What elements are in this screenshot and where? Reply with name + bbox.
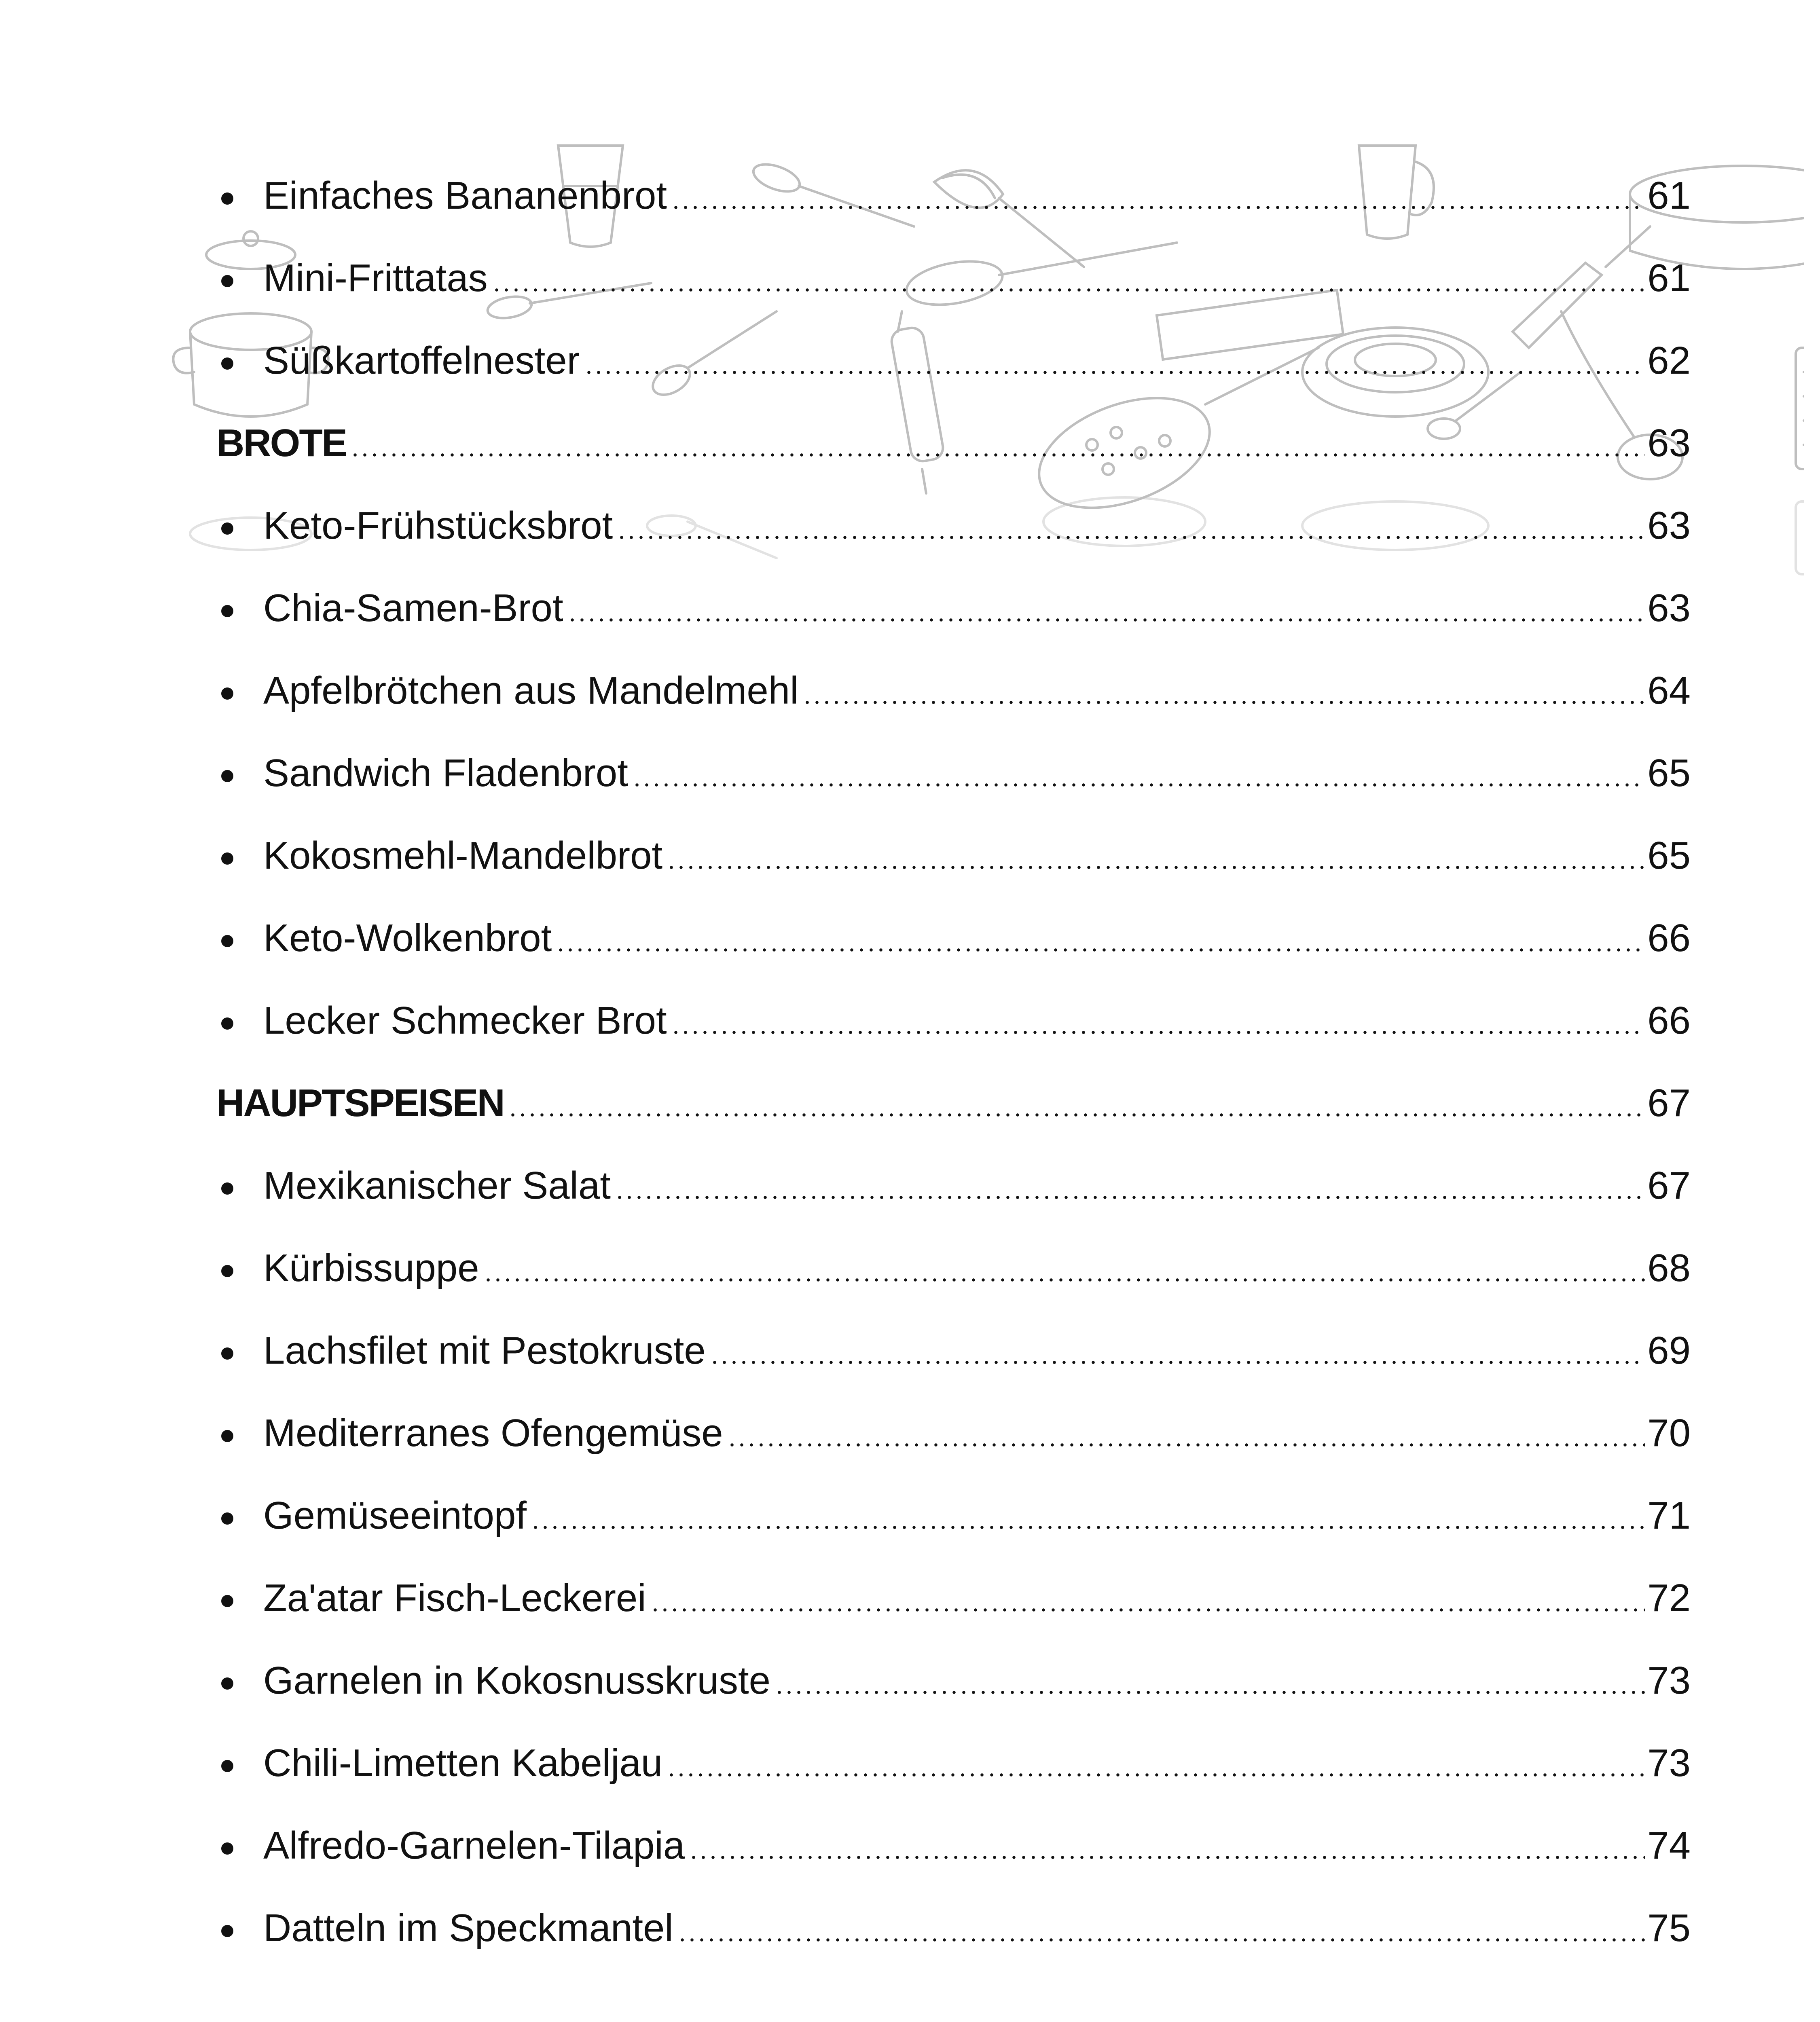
toc-entry-title: Apfelbrötchen aus Mandelmehl bbox=[263, 669, 799, 712]
dot-leader bbox=[350, 402, 1647, 484]
toc-entry[interactable] bbox=[216, 1887, 1691, 1969]
bullet-icon bbox=[216, 319, 263, 402]
toc-page-number: 73 bbox=[1647, 1741, 1691, 1785]
grater-icon bbox=[1796, 348, 1804, 469]
toc-entry[interactable] bbox=[216, 897, 1691, 979]
toc-entry-title: Garnelen in Kokosnusskruste bbox=[263, 1659, 770, 1702]
toc-page-number: 65 bbox=[1647, 834, 1691, 877]
dot-leader bbox=[677, 1887, 1647, 1969]
dot-leader bbox=[671, 154, 1647, 237]
dot-leader bbox=[508, 1062, 1647, 1144]
toc-page-number: 63 bbox=[1647, 504, 1691, 547]
toc-section-title: BROTE bbox=[216, 421, 346, 465]
bullet-icon bbox=[216, 649, 263, 732]
toc-entry-title: Chia-Samen-Brot bbox=[263, 586, 563, 630]
dot-leader bbox=[632, 732, 1647, 814]
bullet-icon bbox=[216, 732, 263, 814]
toc-page-number: 74 bbox=[1647, 1824, 1691, 1867]
dot-leader bbox=[483, 1227, 1648, 1309]
toc-page-number: 66 bbox=[1647, 916, 1691, 960]
toc-entry[interactable] bbox=[216, 1804, 1691, 1887]
toc-section-heading[interactable] bbox=[216, 1062, 1691, 1144]
toc-entry[interactable] bbox=[216, 154, 1691, 237]
bullet-icon bbox=[216, 1227, 263, 1309]
toc-entry-title: Mediterranes Ofengemüse bbox=[263, 1411, 723, 1455]
toc-entry-title: Mini-Frittatas bbox=[263, 256, 488, 300]
toc-entry[interactable] bbox=[216, 1144, 1691, 1227]
dot-leader bbox=[667, 814, 1647, 897]
bullet-icon bbox=[216, 897, 263, 979]
bullet-icon bbox=[216, 1392, 263, 1474]
toc-entry[interactable] bbox=[216, 1722, 1691, 1804]
toc-page-number: 63 bbox=[1647, 421, 1691, 465]
toc-page-number: 64 bbox=[1647, 669, 1691, 712]
toc-entry[interactable] bbox=[216, 732, 1691, 814]
toc-entry[interactable] bbox=[216, 1474, 1691, 1557]
bullet-icon bbox=[216, 1309, 263, 1392]
toc-entry-title: Za'atar Fisch-Leckerei bbox=[263, 1576, 646, 1620]
toc-page-number: 72 bbox=[1647, 1576, 1691, 1620]
table-of-contents bbox=[216, 154, 1691, 1969]
toc-page-number: 61 bbox=[1647, 174, 1691, 217]
toc-entry-title: Kokosmehl-Mandelbrot bbox=[263, 834, 663, 877]
dot-leader bbox=[556, 897, 1647, 979]
toc-page-number: 67 bbox=[1647, 1081, 1691, 1125]
toc-page-number: 62 bbox=[1647, 339, 1691, 382]
toc-entry-title: Gemüseeintopf bbox=[263, 1494, 527, 1537]
bullet-icon bbox=[216, 1474, 263, 1557]
toc-entry[interactable] bbox=[216, 1557, 1691, 1639]
dot-leader bbox=[584, 319, 1648, 402]
toc-entry-title: Einfaches Bananenbrot bbox=[263, 174, 667, 217]
toc-page-number: 65 bbox=[1647, 751, 1691, 795]
toc-entry[interactable] bbox=[216, 319, 1691, 402]
toc-entry[interactable] bbox=[216, 484, 1691, 567]
toc-entry[interactable] bbox=[216, 649, 1691, 732]
dot-leader bbox=[615, 1144, 1647, 1227]
bullet-icon bbox=[216, 1722, 263, 1804]
toc-entry[interactable] bbox=[216, 1392, 1691, 1474]
toc-entry-title: Chili-Limetten Kabeljau bbox=[263, 1741, 663, 1785]
dot-leader bbox=[531, 1474, 1647, 1557]
bullet-icon bbox=[216, 484, 263, 567]
bullet-icon bbox=[216, 1639, 263, 1722]
toc-entry-title: Mexikanischer Salat bbox=[263, 1164, 611, 1207]
toc-entry-title: Süßkartoffelnester bbox=[263, 339, 580, 382]
toc-page-number: 63 bbox=[1647, 586, 1691, 630]
dot-leader bbox=[567, 567, 1648, 649]
bullet-icon bbox=[216, 1804, 263, 1887]
toc-entry[interactable] bbox=[216, 814, 1691, 897]
bullet-icon bbox=[216, 237, 263, 319]
toc-entry-title: Lecker Schmecker Brot bbox=[263, 999, 667, 1042]
dot-leader bbox=[650, 1557, 1648, 1639]
bullet-icon bbox=[216, 567, 263, 649]
toc-page-number: 71 bbox=[1647, 1494, 1691, 1537]
toc-entry-title: Keto-Wolkenbrot bbox=[263, 916, 552, 960]
dot-leader bbox=[727, 1392, 1648, 1474]
bullet-icon bbox=[216, 1887, 263, 1969]
dot-leader bbox=[710, 1309, 1647, 1392]
bullet-icon bbox=[216, 1144, 263, 1227]
bullet-icon bbox=[216, 814, 263, 897]
dot-leader bbox=[689, 1804, 1647, 1887]
dot-leader bbox=[492, 237, 1648, 319]
toc-entry-title: Kürbissuppe bbox=[263, 1246, 479, 1290]
dot-leader bbox=[617, 484, 1647, 567]
toc-entry-title: Lachsfilet mit Pestokruste bbox=[263, 1329, 706, 1372]
dot-leader bbox=[671, 979, 1648, 1062]
toc-entry[interactable] bbox=[216, 1227, 1691, 1309]
bullet-icon bbox=[216, 979, 263, 1062]
toc-page-number: 70 bbox=[1647, 1411, 1691, 1455]
dot-leader bbox=[802, 649, 1647, 732]
toc-page-number: 69 bbox=[1647, 1329, 1691, 1372]
toc-entry-title: Keto-Frühstücksbrot bbox=[263, 504, 613, 547]
toc-entry-title: Datteln im Speckmantel bbox=[263, 1906, 673, 1950]
toc-entry[interactable] bbox=[216, 567, 1691, 649]
toc-entry-title: Alfredo-Garnelen-Tilapia bbox=[263, 1824, 685, 1867]
toc-page-number: 66 bbox=[1647, 999, 1691, 1042]
toc-page-number: 75 bbox=[1647, 1906, 1691, 1950]
toc-page-number: 61 bbox=[1647, 256, 1691, 300]
toc-section-title: HAUPTSPEISEN bbox=[216, 1081, 504, 1125]
toc-entry[interactable] bbox=[216, 979, 1691, 1062]
toc-entry-title: Sandwich Fladenbrot bbox=[263, 751, 628, 795]
toc-page-number: 73 bbox=[1647, 1659, 1691, 1702]
toc-entry[interactable] bbox=[216, 1639, 1691, 1722]
toc-entry[interactable] bbox=[216, 1309, 1691, 1392]
toc-page-number: 67 bbox=[1647, 1164, 1691, 1207]
dot-leader bbox=[667, 1722, 1647, 1804]
bullet-icon bbox=[216, 1557, 263, 1639]
toc-page-number: 68 bbox=[1647, 1246, 1691, 1290]
dot-leader bbox=[775, 1639, 1647, 1722]
bullet-icon bbox=[216, 154, 263, 237]
toc-entry[interactable] bbox=[216, 237, 1691, 319]
toc-section-heading[interactable] bbox=[216, 402, 1691, 484]
